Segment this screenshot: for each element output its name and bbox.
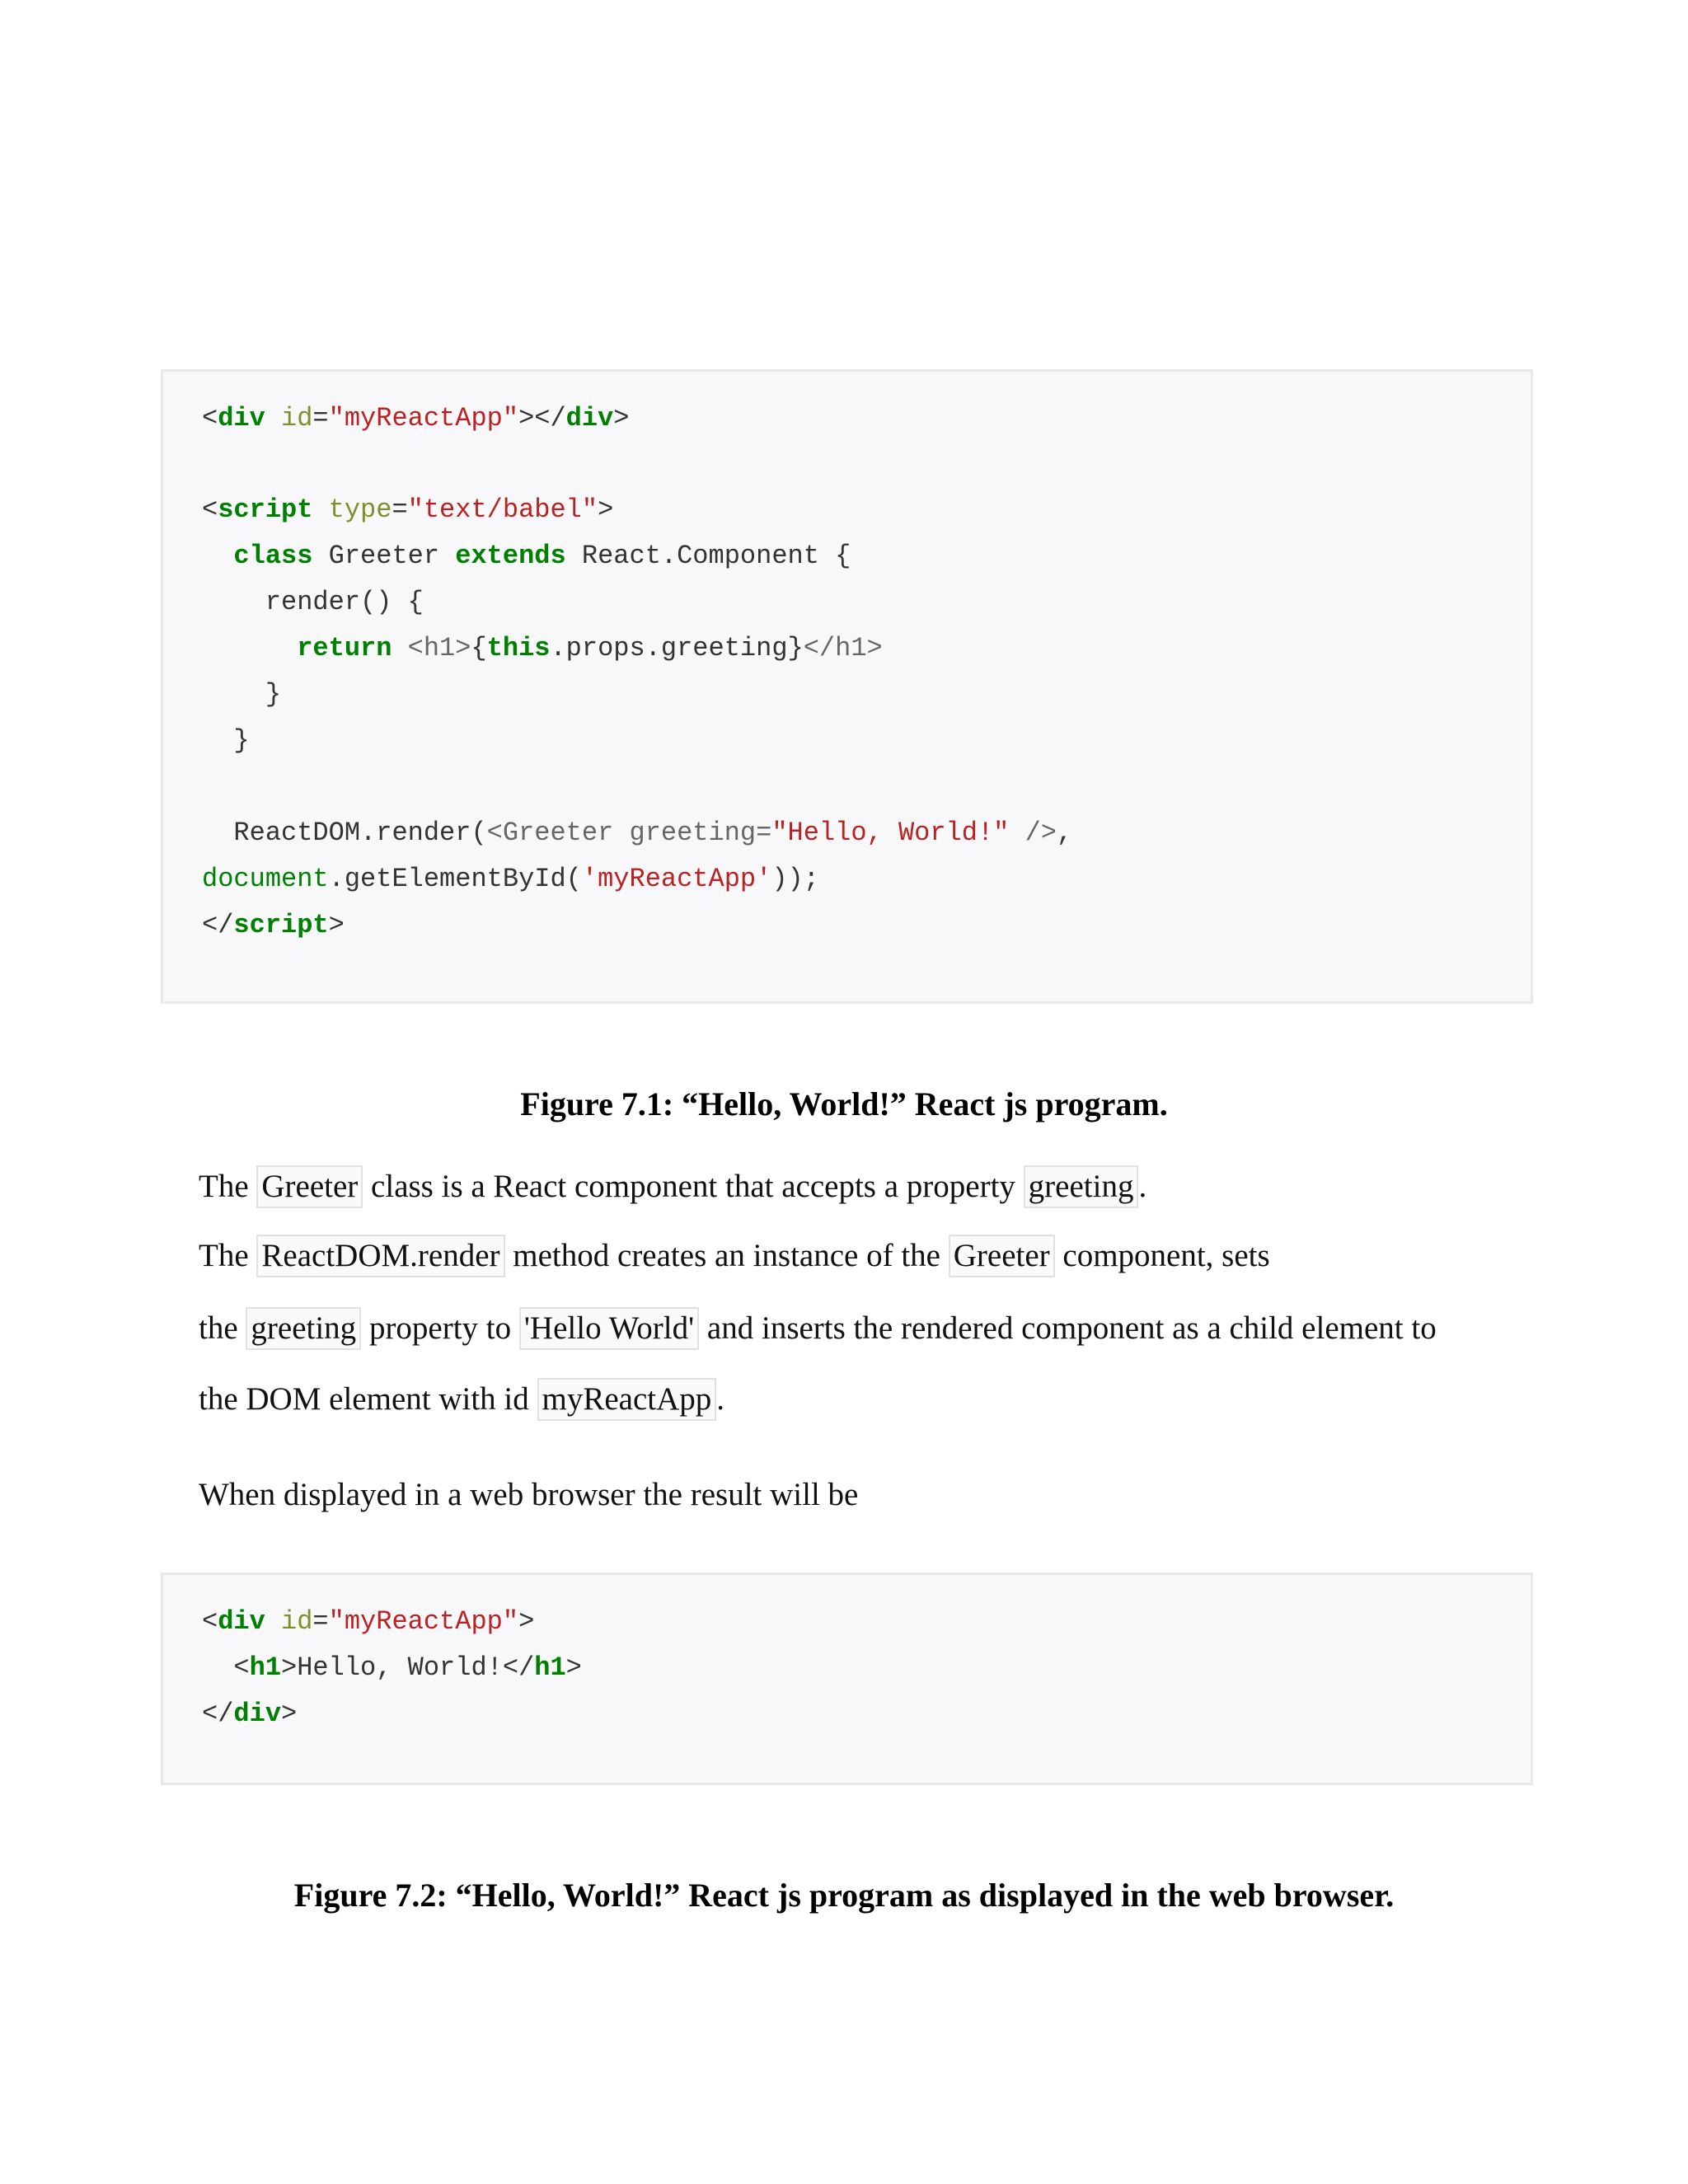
text-run: and inserts the rendered component as a child element to	[699, 1310, 1437, 1346]
code-token: <	[202, 403, 218, 434]
code-token: ></	[518, 403, 566, 434]
code-line	[202, 540, 851, 573]
code-token: div	[218, 403, 265, 434]
inline-code: ReactDOM.render	[256, 1235, 504, 1277]
code-token: render() {	[202, 587, 424, 617]
code-line	[202, 1605, 534, 1638]
code-token: .getElementById(	[328, 864, 582, 894]
code-line	[202, 1698, 297, 1731]
paragraph-line	[199, 1235, 1270, 1277]
inline-code: Greeter	[256, 1165, 363, 1208]
inline-code: greeting	[1024, 1165, 1139, 1208]
code-token: this	[486, 633, 551, 663]
inline-code: greeting	[246, 1307, 361, 1350]
text-run: the	[199, 1310, 246, 1346]
code-token: "Hello, World!"	[771, 818, 1010, 848]
code-line	[202, 494, 613, 527]
code-line	[202, 402, 629, 435]
paragraph-line	[199, 1378, 724, 1421]
code-token: document	[202, 864, 329, 894]
code-token: }	[202, 725, 250, 756]
code-token: >	[598, 494, 614, 525]
text-run: method creates an instance of the	[504, 1238, 949, 1273]
code-token: >	[565, 1652, 582, 1683]
code-line	[202, 632, 883, 665]
inline-code: myReactApp	[537, 1378, 717, 1421]
code-line	[202, 724, 250, 757]
code-token: <	[202, 1652, 250, 1683]
code-token: </	[202, 910, 234, 940]
code-block-rendered-output	[161, 1572, 1533, 1785]
paragraph-line	[199, 1165, 1146, 1208]
paragraph-line: When displayed in a web browser the result will be	[199, 1477, 859, 1512]
code-token: "text/babel"	[407, 494, 598, 525]
code-token	[202, 541, 233, 571]
code-token: >	[281, 1699, 298, 1729]
code-token: </	[202, 1699, 234, 1729]
code-token: >Hello, World!</	[281, 1652, 535, 1683]
text-run: .	[1138, 1169, 1147, 1204]
inline-code: Greeter	[949, 1235, 1055, 1277]
code-token	[392, 633, 407, 663]
code-token: =	[312, 403, 329, 434]
code-token	[202, 633, 297, 663]
paragraph-line	[199, 1307, 1437, 1350]
code-line	[202, 863, 819, 896]
figure-caption: Figure 7.1: “Hello, World!” React js program.	[520, 1085, 1168, 1122]
code-line	[202, 909, 345, 942]
code-token: script	[218, 494, 313, 525]
code-token: >	[328, 910, 345, 940]
code-token: return	[297, 633, 392, 663]
code-token: />	[1009, 818, 1057, 848]
code-token: >	[613, 403, 630, 434]
text-run: component, sets	[1054, 1238, 1270, 1273]
code-token: React.Component {	[565, 541, 851, 571]
code-token: id	[281, 403, 313, 434]
code-token: 'myReactApp'	[581, 864, 772, 894]
text-run: property to	[361, 1310, 519, 1346]
code-token: div	[565, 403, 614, 434]
code-token	[265, 1606, 281, 1637]
code-token: id	[281, 1606, 313, 1637]
text-run: The	[199, 1238, 257, 1273]
code-token: </h1>	[803, 633, 883, 663]
code-token: Greeter	[312, 541, 456, 571]
code-token: {	[471, 633, 487, 663]
text-run: .	[716, 1381, 725, 1417]
code-token: ));	[771, 864, 819, 894]
code-token: "myReactApp"	[328, 403, 519, 434]
code-token: extends	[455, 541, 566, 571]
code-token: <	[202, 494, 218, 525]
code-token	[312, 494, 328, 525]
code-line	[202, 678, 281, 711]
code-token: =	[312, 1606, 329, 1637]
code-token: script	[233, 910, 329, 940]
code-token: <h1>	[407, 633, 471, 663]
code-token: "myReactApp"	[328, 1606, 519, 1637]
text-run: The	[199, 1169, 257, 1204]
figure-caption: Figure 7.2: “Hello, World!” React js program as displayed in the web browser.	[293, 1877, 1395, 1914]
code-token: h1	[534, 1652, 566, 1683]
code-token: =	[392, 494, 408, 525]
code-block-react-program	[161, 369, 1533, 1004]
code-token: ,	[1056, 818, 1073, 848]
code-token: <Greeter greeting=	[486, 818, 772, 848]
text-run: the DOM element with id	[199, 1381, 537, 1417]
code-line	[202, 1652, 582, 1685]
code-token: .props.greeting}	[550, 633, 804, 663]
inline-code: 'Hello World'	[519, 1307, 699, 1350]
code-token	[265, 403, 281, 434]
code-token: >	[518, 1606, 535, 1637]
code-token: h1	[249, 1652, 282, 1683]
code-token: }	[202, 679, 282, 710]
code-token: type	[328, 494, 392, 525]
code-token: <	[202, 1606, 218, 1637]
code-token: div	[233, 1699, 282, 1729]
code-token: class	[233, 541, 313, 571]
code-line	[202, 586, 424, 619]
text-run: class is a React component that accepts a property	[363, 1169, 1024, 1204]
code-token: div	[218, 1606, 265, 1637]
code-token: ReactDOM.render(	[202, 818, 487, 848]
code-line	[202, 817, 1072, 850]
